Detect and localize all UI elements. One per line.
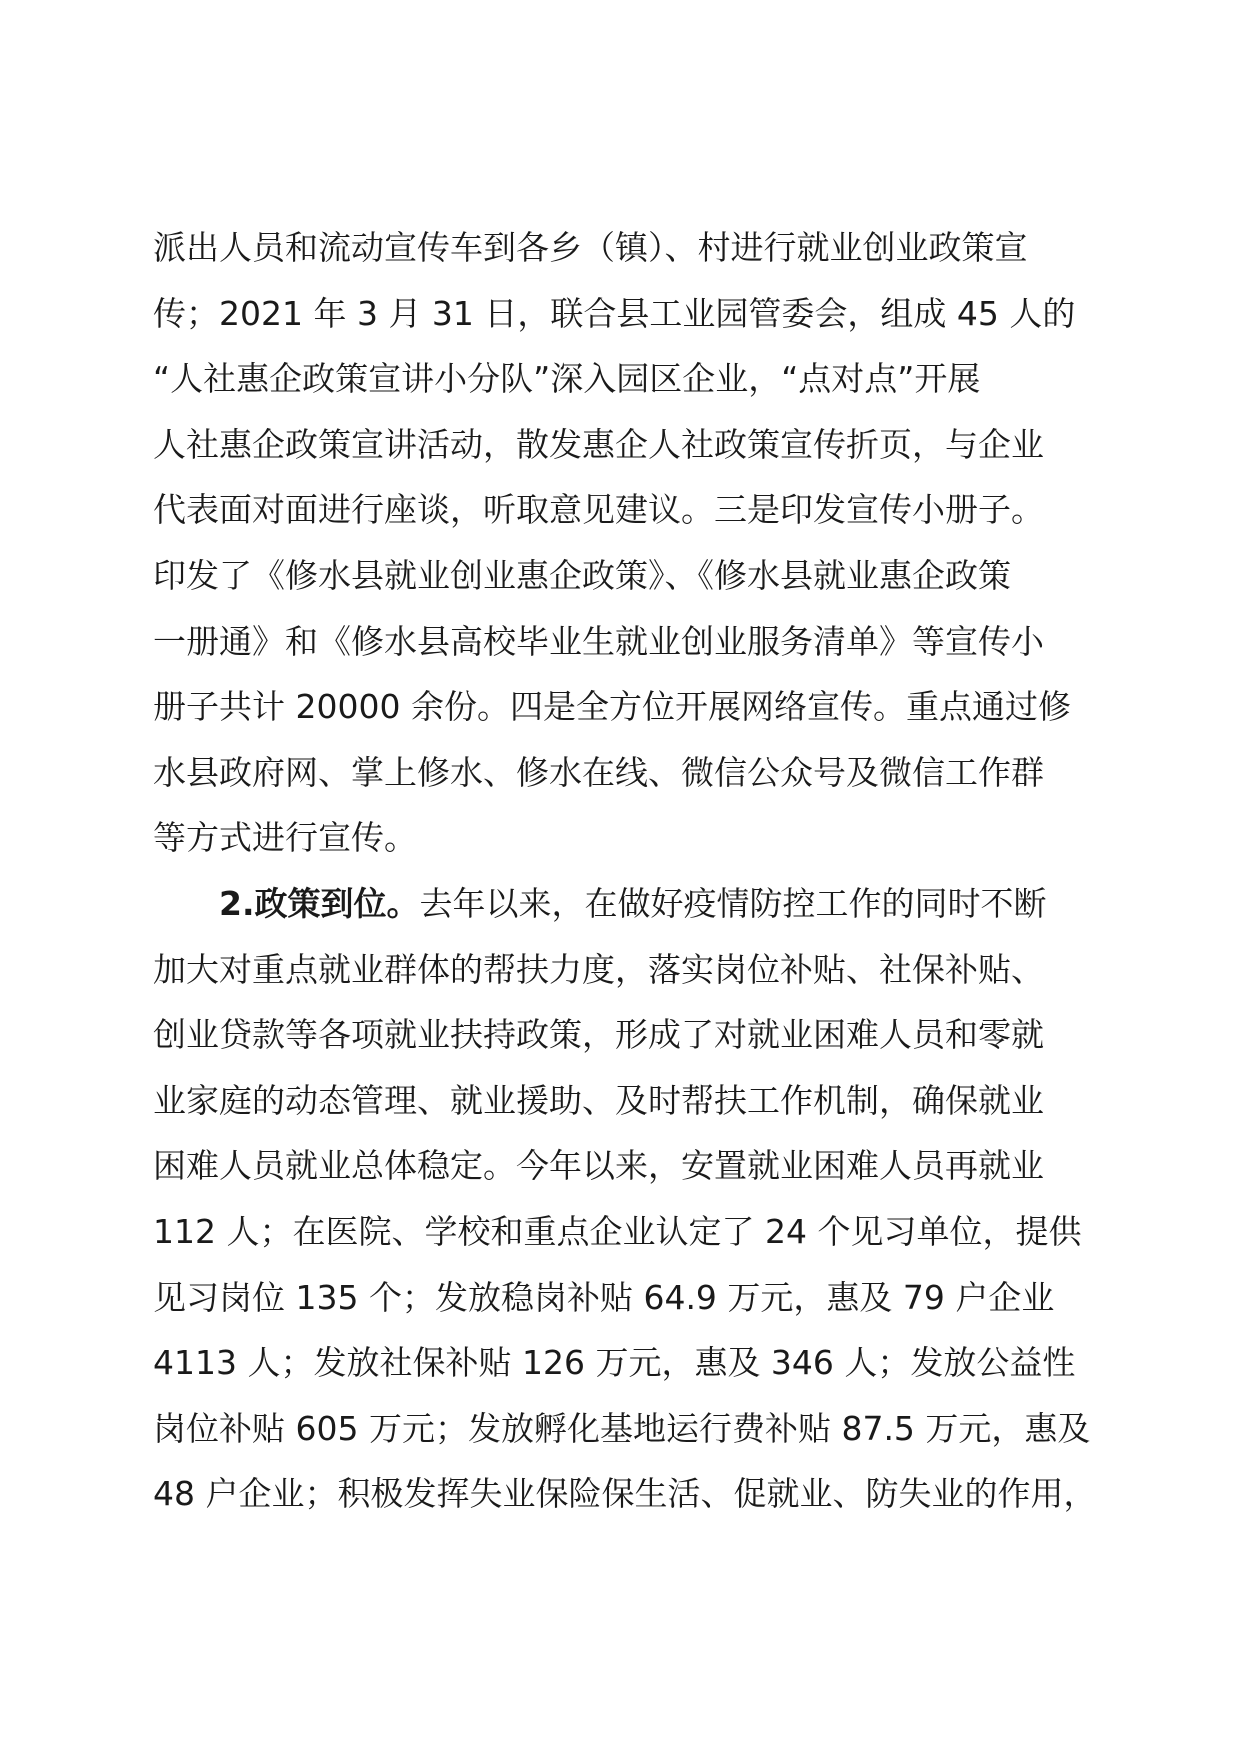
text-line: 创业贷款等各项就业扶持政策，形成了对就业困难人员和零就	[153, 1015, 1044, 1055]
text-line: 112 人；在医院、学校和重点企业认定了 24 个见习单位，提供	[153, 1211, 1082, 1251]
paragraph-publicity	[153, 215, 1103, 871]
section-heading: 2.政策到位。	[219, 883, 420, 923]
text-line: 册子共计 20000 余份。四是全方位开展网络宣传。重点通过修	[153, 687, 1071, 727]
text-line: 困难人员就业总体稳定。今年以来，安置就业困难人员再就业	[153, 1146, 1044, 1186]
text-line: 代表面对面进行座谈，听取意见建议。三是印发宣传小册子。	[153, 490, 1044, 530]
text-line: 一册通》和《修水县高校毕业生就业创业服务清单》等宣传小	[153, 621, 1044, 661]
text-line: 传；2021 年 3 月 31 日，联合县工业园管委会，组成 45 人的	[153, 293, 1076, 333]
document-body	[153, 215, 1103, 1527]
text-line: 4113 人；发放社保补贴 126 万元，惠及 346 人；发放公益性	[153, 1343, 1076, 1383]
text-line: 派出人员和流动宣传车到各乡（镇）、村进行就业创业政策宣	[153, 228, 1028, 267]
text-line: 48 户企业；积极发挥失业保险保生活、促就业、防失业的作用，	[153, 1474, 1097, 1514]
text-run: 去年以来，在做好疫情防控工作的同时不断	[419, 883, 1047, 923]
paragraph-first-line	[153, 871, 1103, 937]
text-line: 业家庭的动态管理、就业援助、及时帮扶工作机制，确保就业	[153, 1080, 1044, 1120]
text-line: 加大对重点就业群体的帮扶力度，落实岗位补贴、社保补贴、	[153, 949, 1044, 989]
text-line: “人社惠企政策宣讲小分队”深入园区企业，“点对点”开展	[153, 359, 981, 399]
text-line: 水县政府网、掌上修水、修水在线、微信公众号及微信工作群	[153, 752, 1044, 792]
text-line: 人社惠企政策宣讲活动，散发惠企人社政策宣传折页，与企业	[153, 424, 1044, 464]
text-line: 见习岗位 135 个；发放稳岗补贴 64.9 万元，惠及 79 户企业	[153, 1277, 1055, 1317]
text-line: 等方式进行宣传。	[153, 818, 417, 858]
text-line: 印发了《修水县就业创业惠企政策》、《修水县就业惠企政策	[153, 555, 1011, 595]
paragraph-policy	[153, 871, 1103, 1527]
text-line: 岗位补贴 605 万元；发放孵化基地运行费补贴 87.5 万元，惠及	[153, 1408, 1091, 1448]
